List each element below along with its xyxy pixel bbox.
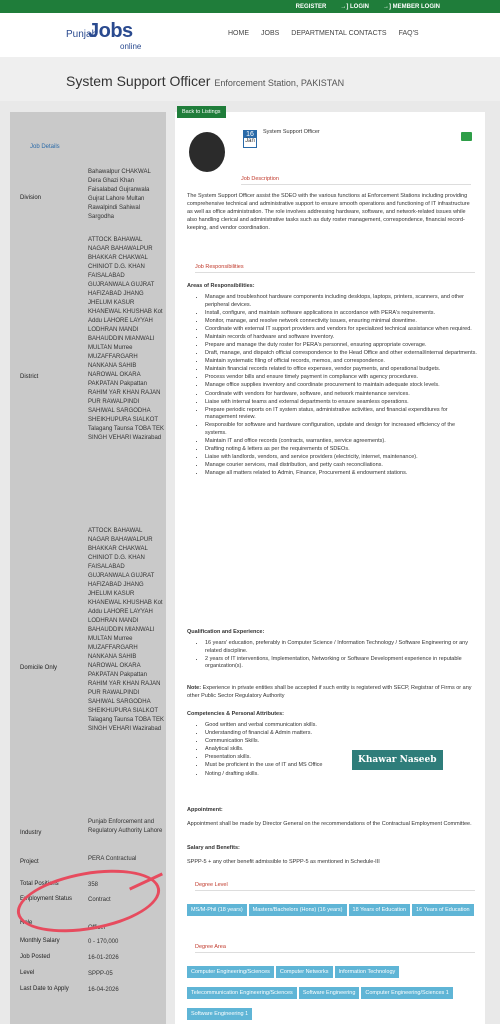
nav-jobs[interactable]: JOBS — [261, 30, 280, 37]
post-date-month: Jan — [245, 138, 255, 144]
job-details-heading: Job Details — [30, 144, 60, 150]
responsibility-item: • Coordinate with external IT support providers and vendors for specialized technical assistance when required. — [205, 326, 477, 334]
competency-item: • Presentation skills. — [205, 754, 477, 762]
last-date-value: 16-04-2026 — [88, 987, 119, 993]
qualification-heading: Qualification and Experience: — [187, 629, 265, 635]
responsibility-item: • Manage and troubleshoot hardware components including desktops, laptops, printers, scanners, and other peripheral devices. — [205, 294, 477, 309]
division-label: Division — [20, 195, 42, 201]
competencies-heading: Competencies & Personal Attributes: — [187, 711, 284, 717]
competency-item: • Must be proficient in the use of IT and MS Office — [205, 762, 477, 770]
responsibility-item: • Install, configure, and maintain software applications in accordance with PERA's requirements. — [205, 310, 477, 318]
responsibility-item: • Liaise with landlords, vendors, and service providers (electricity, internet, maintenance). — [205, 454, 477, 462]
competency-item: • Noting / drafting skills. — [205, 771, 477, 779]
top-bar — [0, 0, 500, 13]
degree-level-tag[interactable]: MS/M-Phil (18 years) — [187, 904, 247, 916]
role-value: Officer — [88, 925, 106, 931]
competency-item: • Communication Skills. — [205, 738, 477, 746]
responsibility-item: • Maintain records of hardware and software inventory. — [205, 334, 477, 342]
degree-level-tag[interactable]: 16 Years of Education — [412, 904, 474, 916]
responsibility-item: • Maintain systematic filing of official records, memos, and correspondence. — [205, 358, 477, 366]
competency-item: • Good written and verbal communication skills. — [205, 722, 477, 730]
qualification-item: • 2 years of IT interventions, Implementation, Networking or Software Development experience in reputable organization(s). — [205, 656, 477, 671]
degree-area-tags — [187, 960, 483, 1023]
responsibility-item: • Prepare and manage the duty roster for PERA's personnel, ensuring appropriate coverage. — [205, 342, 477, 350]
employment-status-label: Employment Status — [20, 896, 73, 902]
note-body: Experience in private entities shall be accepted if such entity is registered with SECP, Registrar of Firms or any other Public Sector Regulatory Authority — [187, 685, 472, 699]
salary-benefits-text: SPPP-5 + any other benefit admissible to SPPP-5 as mentioned in Schedule-III — [187, 859, 380, 865]
degree-area-tag[interactable]: Computer Engineering/Sciences 1 — [361, 987, 452, 999]
member-login-link[interactable]: →] MEMBER LOGIN — [383, 3, 440, 10]
degree-level-tag[interactable]: Masters/Bachelors (Hons) (16 years) — [249, 904, 347, 916]
job-posted-value: 16-01-2026 — [88, 955, 119, 961]
total-positions-label: Total Positions — [20, 881, 59, 887]
responsibility-item: • Maintain financial records related to office expenses, vendor payments, and operational budgets. — [205, 366, 477, 374]
responsibility-item: • Prepare periodic reports on IT system status, administrative activities, and financial expenditures for management review. — [205, 407, 477, 422]
degree-area-tag[interactable]: Computer Networks — [276, 966, 333, 978]
pera-emblem-logo — [189, 132, 225, 172]
post-date-badge — [243, 130, 257, 148]
last-date-label: Last Date to Apply — [20, 986, 69, 992]
degree-level-tags — [187, 898, 483, 919]
job-location: Enforcement Station, PAKISTAN — [214, 78, 345, 88]
areas-of-responsibilities-heading: Areas of Responsibilities: — [187, 283, 255, 289]
save-icon[interactable] — [461, 132, 472, 141]
nav-faqs[interactable]: FAQ'S — [398, 30, 419, 37]
degree-area-tag[interactable]: Information Technology — [335, 966, 400, 978]
responsibility-item: • Maintain IT and office records (contracts, warranties, service agreements). — [205, 438, 477, 446]
job-responsibilities-heading: Job Responsibilities — [195, 264, 475, 273]
job-description-heading: Job Description — [241, 176, 471, 185]
degree-area-tag[interactable]: Software Engineering — [299, 987, 360, 999]
degree-area-heading: Degree Area — [195, 944, 475, 953]
degree-area-tag[interactable]: Telecommunication Engineering/Sciences — [187, 987, 297, 999]
site-logo[interactable] — [62, 19, 157, 57]
responsibilities-list — [195, 294, 477, 478]
back-to-listings-button[interactable]: Back to Listings — [177, 106, 226, 118]
division-value: Bahawalpur CHAKWAL Dera Ghazi Khan Faisalabad Gujranwala Gujrat Lahore Multan Rawalpindi Sahiwal Sargodha — [88, 169, 151, 220]
register-link[interactable]: REGISTER — [295, 3, 327, 10]
responsibility-item: • Draft, manage, and dispatch official correspondence to the Head Office and other external/internal departments. — [205, 350, 477, 358]
job-posted-label: Job Posted — [20, 954, 51, 960]
industry-label: Industry — [20, 830, 42, 836]
responsibility-item: • Monitor, manage, and resolve network connectivity issues, ensuring minimal downtime. — [205, 318, 477, 326]
industry-value: Punjab Enforcement and Regulatory Authority Lahore — [88, 819, 163, 834]
responsibility-item: • Manage office supplies inventory and coordinate procurement to maintain adequate stock levels. — [205, 382, 477, 390]
total-positions-value: 358 — [88, 882, 99, 888]
employment-status-value: Contract — [88, 897, 111, 903]
competency-item: • Understanding of financial & Admin matters. — [205, 730, 477, 738]
responsibility-item: • Manage all matters related to Admin, Finance, Procurement & endowment stations. — [205, 470, 477, 478]
responsibility-item: • Responsible for software and hardware configuration, update and design for increased efficiency of the systems. — [205, 422, 477, 437]
responsibility-item: • Liaise with internal teams and external departments to ensure seamless operations. — [205, 399, 477, 407]
appointment-heading: Appointment: — [187, 807, 223, 813]
salary-value: 0 - 170,000 — [88, 939, 119, 945]
note-text — [187, 684, 477, 700]
degree-area-tag[interactable]: Computer Engineering/Sciences — [187, 966, 274, 978]
login-link[interactable]: →] LOGIN — [340, 3, 369, 10]
job-name: System Support Officer — [263, 129, 320, 135]
district-label: District — [20, 374, 39, 380]
level-value: SPPP-05 — [88, 971, 113, 977]
post-date-day: 16 — [244, 131, 256, 138]
degree-level-heading: Degree Level — [195, 882, 475, 891]
logo-online: online — [120, 42, 142, 51]
title-bar — [0, 57, 500, 101]
watermark-label: Khawar Naseeb — [352, 750, 443, 770]
logo-punjab: Punjab — [66, 29, 98, 40]
responsibility-item: • Process vendor bills and ensure timely payment in compliance with agency procedures. — [205, 374, 477, 382]
responsibility-item: • Manage courier services, mail distribution, and petty cash reconciliations. — [205, 462, 477, 470]
salary-benefits-heading: Salary and Benefits: — [187, 845, 240, 851]
responsibility-item: • Coordinate with vendors for hardware, software, and network maintenance services. — [205, 391, 477, 399]
qualification-item: • 16 years' education, preferably in Computer Science / Information Technology / Software Engineering or any related discipline. — [205, 640, 477, 655]
logo-jobs: Jobs — [88, 20, 133, 42]
project-value: PERA Contractual — [88, 856, 137, 862]
page-title — [66, 73, 344, 89]
degree-level-tag[interactable]: 18 Years of Education — [349, 904, 411, 916]
domicile-value: ATTOCK BAHAWAL NAGAR BAHAWALPUR BHAKKAR CHAKWAL CHINIOT D.G. KHAN FAISALABAD GUJRANWALA GUJRAT HAFIZABAD JHANG JHELUM KASUR KHANEWAL KHUSHAB Kot Addu LAHORE LAYYAH LODHRAN MANDI BAHAUDDIN MIANWALI MULTAN Murree MUZAFFARGARH NANKANA SAHIB NAROWAL OKARA PAKPATAN Pakpattan RAHIM YAR KHAN RAJAN PUR RAWALPINDI SAHIWAL SARGODHA SHEIKHUPURA SIALKOT Talagang Taunsa TOBA TEK SINGH VEHARI Wazirabad — [88, 528, 164, 732]
competency-item: • Analytical skills. — [205, 746, 477, 754]
degree-area-tag[interactable]: Software Engineering 1 — [187, 1008, 252, 1020]
qualifications-list — [195, 640, 477, 671]
nav-home[interactable]: HOME — [228, 30, 249, 37]
domicile-label: Domicile Only — [20, 665, 58, 671]
job-title: System Support Officer — [66, 73, 211, 89]
site-header — [0, 13, 500, 57]
job-description-text: The System Support Officer assist the SDEO with the various functions at Enforcement Stations including providing comprehensive technical and administrative support to ensure smooth operations and functioning of IT infrastructure as well as office administration. The role involves addressing hardware, software, and network-related issues while also handling clerical and administrative tasks such as duty roster management, correspondence, financial record-keeping, and vendor coordination. — [187, 193, 470, 231]
project-label: Project — [20, 859, 39, 865]
level-label: Level — [20, 970, 35, 976]
note-label: Note: — [187, 685, 202, 691]
role-label: Role — [20, 920, 33, 926]
salary-label: Monthly Salary — [20, 938, 60, 944]
main-nav — [228, 30, 419, 37]
appointment-text: Appointment shall be made by Director General on the recommendations of the Contractual Employment Committee. — [187, 821, 472, 827]
responsibility-item: • Drafting noting & letters as per the requirements of SDEOs. — [205, 446, 477, 454]
nav-departmental-contacts[interactable]: DEPARTMENTAL CONTACTS — [291, 30, 387, 37]
district-value: ATTOCK BAHAWAL NAGAR BAHAWALPUR BHAKKAR CHAKWAL CHINIOT D.G. KHAN FAISALABAD GUJRANWALA GUJRAT HAFIZABAD JHANG JHELUM KASUR KHANEWAL KHUSHAB Kot Addu LAHORE LAYYAH LODHRAN MANDI BAHAUDDIN MIANWALI MULTAN Murree MUZAFFARGARH NANKANA SAHIB NAROWAL OKARA PAKPATAN Pakpattan RAHIM YAR KHAN RAJAN PUR RAWALPINDI SAHIWAL SARGODHA SHEIKHUPURA SIALKOT Talagang Taunsa TOBA TEK SINGH VEHARI Wazirabad — [88, 237, 164, 441]
job-content-panel — [175, 109, 485, 1024]
